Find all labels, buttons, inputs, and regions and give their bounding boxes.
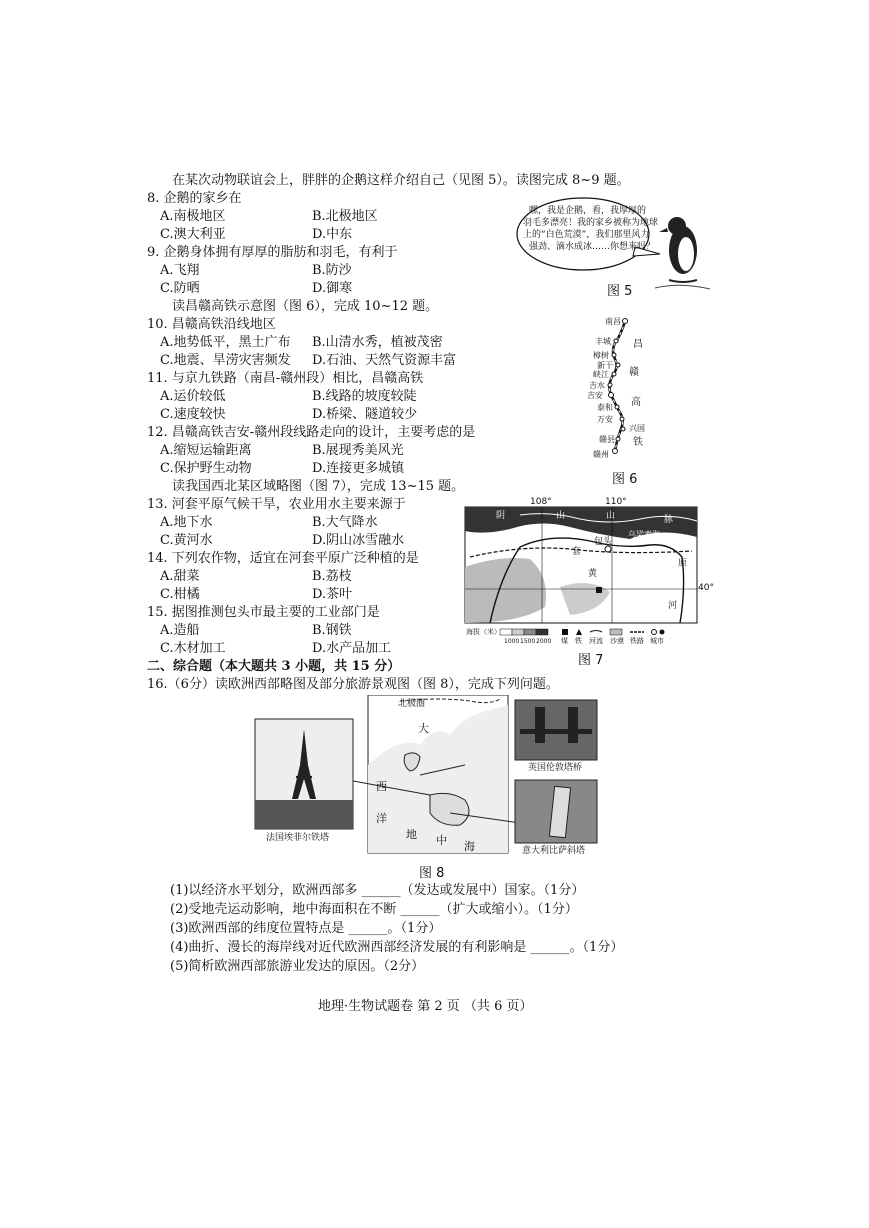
q14-option-b: B.荔枝 [312, 569, 352, 584]
q9-option-d: D.御寒 [312, 281, 353, 296]
q16-stem: 16.（6分）读欧洲西部略图及部分旅游景观图（图 8），完成下列问题。 [147, 677, 559, 692]
legend-iron: 铁 [575, 637, 582, 645]
river-char-2: 河 [668, 601, 678, 611]
longitude-108: 108° [530, 497, 552, 507]
q9-stem: 9. 企鹅身体拥有厚厚的脂肪和羽毛，有利于 [147, 245, 398, 260]
q15-stem: 15. 据图推测包头市最主要的工业部门是 [147, 605, 380, 620]
city-wanan: 万安 [597, 415, 613, 424]
q8-option-d: D.中东 [312, 227, 353, 242]
q16-sub-5: (5)简析欧洲西部旅游业发达的原因。（2分） [170, 959, 425, 974]
q14-stem: 14. 下列农作物，适宜在河套平原广泛种植的是 [147, 551, 419, 566]
q8-option-b: B.北极地区 [312, 209, 378, 224]
mountain-char-2: 山 [556, 511, 566, 521]
arctic-circle-label: 北极圈 [398, 699, 426, 709]
city-zhangshu: 樟树 [593, 351, 609, 360]
figure-7 [460, 497, 712, 649]
city-jian: 吉安 [587, 391, 603, 400]
city-fengcheng: 丰城 [595, 337, 611, 346]
bubble-line-4: 强劲、滴水成冰……你想来吗？ [529, 242, 656, 252]
q8-option-c: C.澳大利亚 [160, 227, 226, 242]
legend-river: 河流 [589, 637, 603, 645]
q16-sub-2: (2)受地壳运动影响，地中海面积在不断 ______（扩大或缩小）。（1分） [170, 902, 578, 917]
bubble-line-3: 上的“白色荒漠”，我们那里风力 [523, 230, 650, 240]
figure-8-label: 图 8 [419, 866, 445, 881]
intro-northwest: 读我国西北某区域略图（图 7），完成 13~15 题。 [172, 479, 465, 494]
q10-stem: 10. 昌赣高铁沿线地区 [147, 317, 276, 332]
q13-stem: 13. 河套平原气候干旱，农业用水主要来源于 [147, 497, 406, 512]
mountain-char-4: 脉 [664, 515, 674, 525]
legend-alt-1500: 1500 [520, 638, 536, 645]
legend-desert: 沙漠 [610, 637, 624, 645]
q8-option-a: A.南极地区 [160, 209, 226, 224]
q13-option-c: C.黄河水 [160, 533, 213, 548]
eiffel-caption: 法国埃菲尔铁塔 [266, 833, 330, 843]
city-ganzhou: 赣州 [593, 450, 609, 459]
atlantic-char-2: 西 [376, 780, 387, 793]
q10-option-c: C.地震、旱涝灾害频发 [160, 353, 291, 368]
mountain-char-1: 阴 [496, 511, 506, 521]
q13-option-a: A.地下水 [160, 515, 213, 530]
q15-option-d: D.水产品加工 [312, 641, 392, 656]
q10-option-d: D.石油、天然气资源丰富 [312, 353, 457, 368]
q15-option-b: B.钢铁 [312, 623, 352, 638]
city-taihe: 泰和 [597, 403, 613, 412]
med-char-1: 地 [406, 828, 417, 841]
q12-stem: 12. 昌赣高铁吉安-赣州段线路走向的设计，主要考虑的是 [147, 425, 476, 440]
page-footer: 地理·生物试题卷 第 2 页 （共 6 页） [318, 999, 533, 1014]
q9-option-c: C.防晒 [160, 281, 200, 296]
med-char-3: 海 [464, 840, 475, 853]
legend-altitude-title: 海拔（米） [466, 628, 501, 636]
q11-option-d: D.桥梁、隧道较少 [312, 407, 418, 422]
lake-label: 乌梁素海 [628, 530, 660, 539]
city-xingan: 新干 [597, 361, 613, 370]
q12-option-b: B.展现秀美风光 [312, 443, 404, 458]
figure-6 [585, 315, 645, 465]
legend-coal: 煤 [561, 637, 568, 645]
longitude-110: 110° [605, 497, 627, 507]
city-xingguo: 兴国 [629, 424, 645, 433]
q12-option-d: D.连接更多城镇 [312, 461, 405, 476]
med-char-2: 中 [436, 834, 447, 847]
leaning-tower-caption: 意大利比萨斜塔 [522, 846, 586, 856]
intro-penguin: 在某次动物联谊会上，胖胖的企鹅这样介绍自己（见图 5）。读图完成 8~9 题。 [172, 173, 630, 188]
route-char-2: 赣 [629, 367, 639, 378]
figure-6-label: 图 6 [612, 472, 638, 487]
q8-stem: 8. 企鹅的家乡在 [147, 191, 242, 206]
atlantic-char-1: 大 [418, 722, 429, 735]
figure-7-label: 图 7 [578, 653, 604, 668]
figure-5-label: 图 5 [607, 284, 633, 299]
city-nanchang: 南昌 [605, 317, 621, 326]
tower-bridge-caption: 英国伦敦塔桥 [528, 763, 583, 773]
city-xiajiang: 峡江 [593, 370, 609, 379]
q15-option-a: A.造船 [160, 623, 200, 638]
route-char-3: 高 [631, 397, 641, 408]
q12-option-a: A.缩短运输距离 [160, 443, 252, 458]
intro-rail: 读昌赣高铁示意图（图 6），完成 10~12 题。 [172, 299, 439, 314]
q14-option-c: C.柑橘 [160, 587, 200, 602]
figure-8 [250, 695, 600, 860]
q11-stem: 11. 与京九铁路（南昌-赣州段）相比，昌赣高铁 [147, 371, 424, 386]
legend-alt-1000: 1000 [504, 638, 520, 645]
q14-option-d: D.茶叶 [312, 587, 353, 602]
mountain-char-3: 山 [606, 511, 616, 521]
city-ganxian: 赣县 [599, 435, 615, 444]
q11-option-a: A.运价较低 [160, 389, 226, 404]
q14-option-a: A.甜菜 [160, 569, 200, 584]
q10-option-b: B.山清水秀，植被茂密 [312, 335, 443, 350]
route-char-4: 铁 [633, 437, 643, 448]
bubble-line-1: 嘿，我是企鹅，看，我厚厚的 [529, 206, 647, 216]
plain-char-2: 原 [678, 559, 688, 569]
q10-option-a: A.地势低平，黑土广布 [160, 335, 291, 350]
river-char-1: 黄 [588, 569, 598, 579]
q16-sub-1: (1)以经济水平划分，欧洲西部多 ______（发达或发展中）国家。（1分） [170, 883, 585, 898]
plain-char-1: 套 [572, 547, 582, 557]
q11-option-b: B.线路的坡度较陡 [312, 389, 417, 404]
q13-option-b: B.大气降水 [312, 515, 378, 530]
bubble-line-2: 羽毛多漂亮！我的家乡被称为地球 [523, 218, 659, 228]
q9-option-b: B.防沙 [312, 263, 352, 278]
atlantic-char-3: 洋 [376, 812, 387, 825]
q16-sub-3: (3)欧洲西部的纬度位置特点是 ______。（1分） [170, 921, 442, 936]
legend-railway: 铁路 [630, 637, 644, 645]
q9-option-a: A.飞翔 [160, 263, 200, 278]
q11-option-c: C.速度较快 [160, 407, 226, 422]
legend-city: 城市 [650, 637, 664, 645]
place-baotou: 包头 [594, 537, 613, 547]
q16-sub-4: (4)曲折、漫长的海岸线对近代欧洲西部经济发展的有利影响是 ______。（1分） [170, 940, 624, 955]
q13-option-d: D.阴山冰雪融水 [312, 533, 405, 548]
q15-option-c: C.木材加工 [160, 641, 226, 656]
city-jishui: 吉水 [589, 381, 605, 390]
q12-option-c: C.保护野生动物 [160, 461, 252, 476]
latitude-40: 40° [698, 583, 714, 593]
legend-alt-2000: 2000 [536, 638, 552, 645]
section-heading: 二、综合题（本大题共 3 小题，共 15 分） [147, 659, 401, 674]
route-char-1: 昌 [633, 339, 643, 350]
